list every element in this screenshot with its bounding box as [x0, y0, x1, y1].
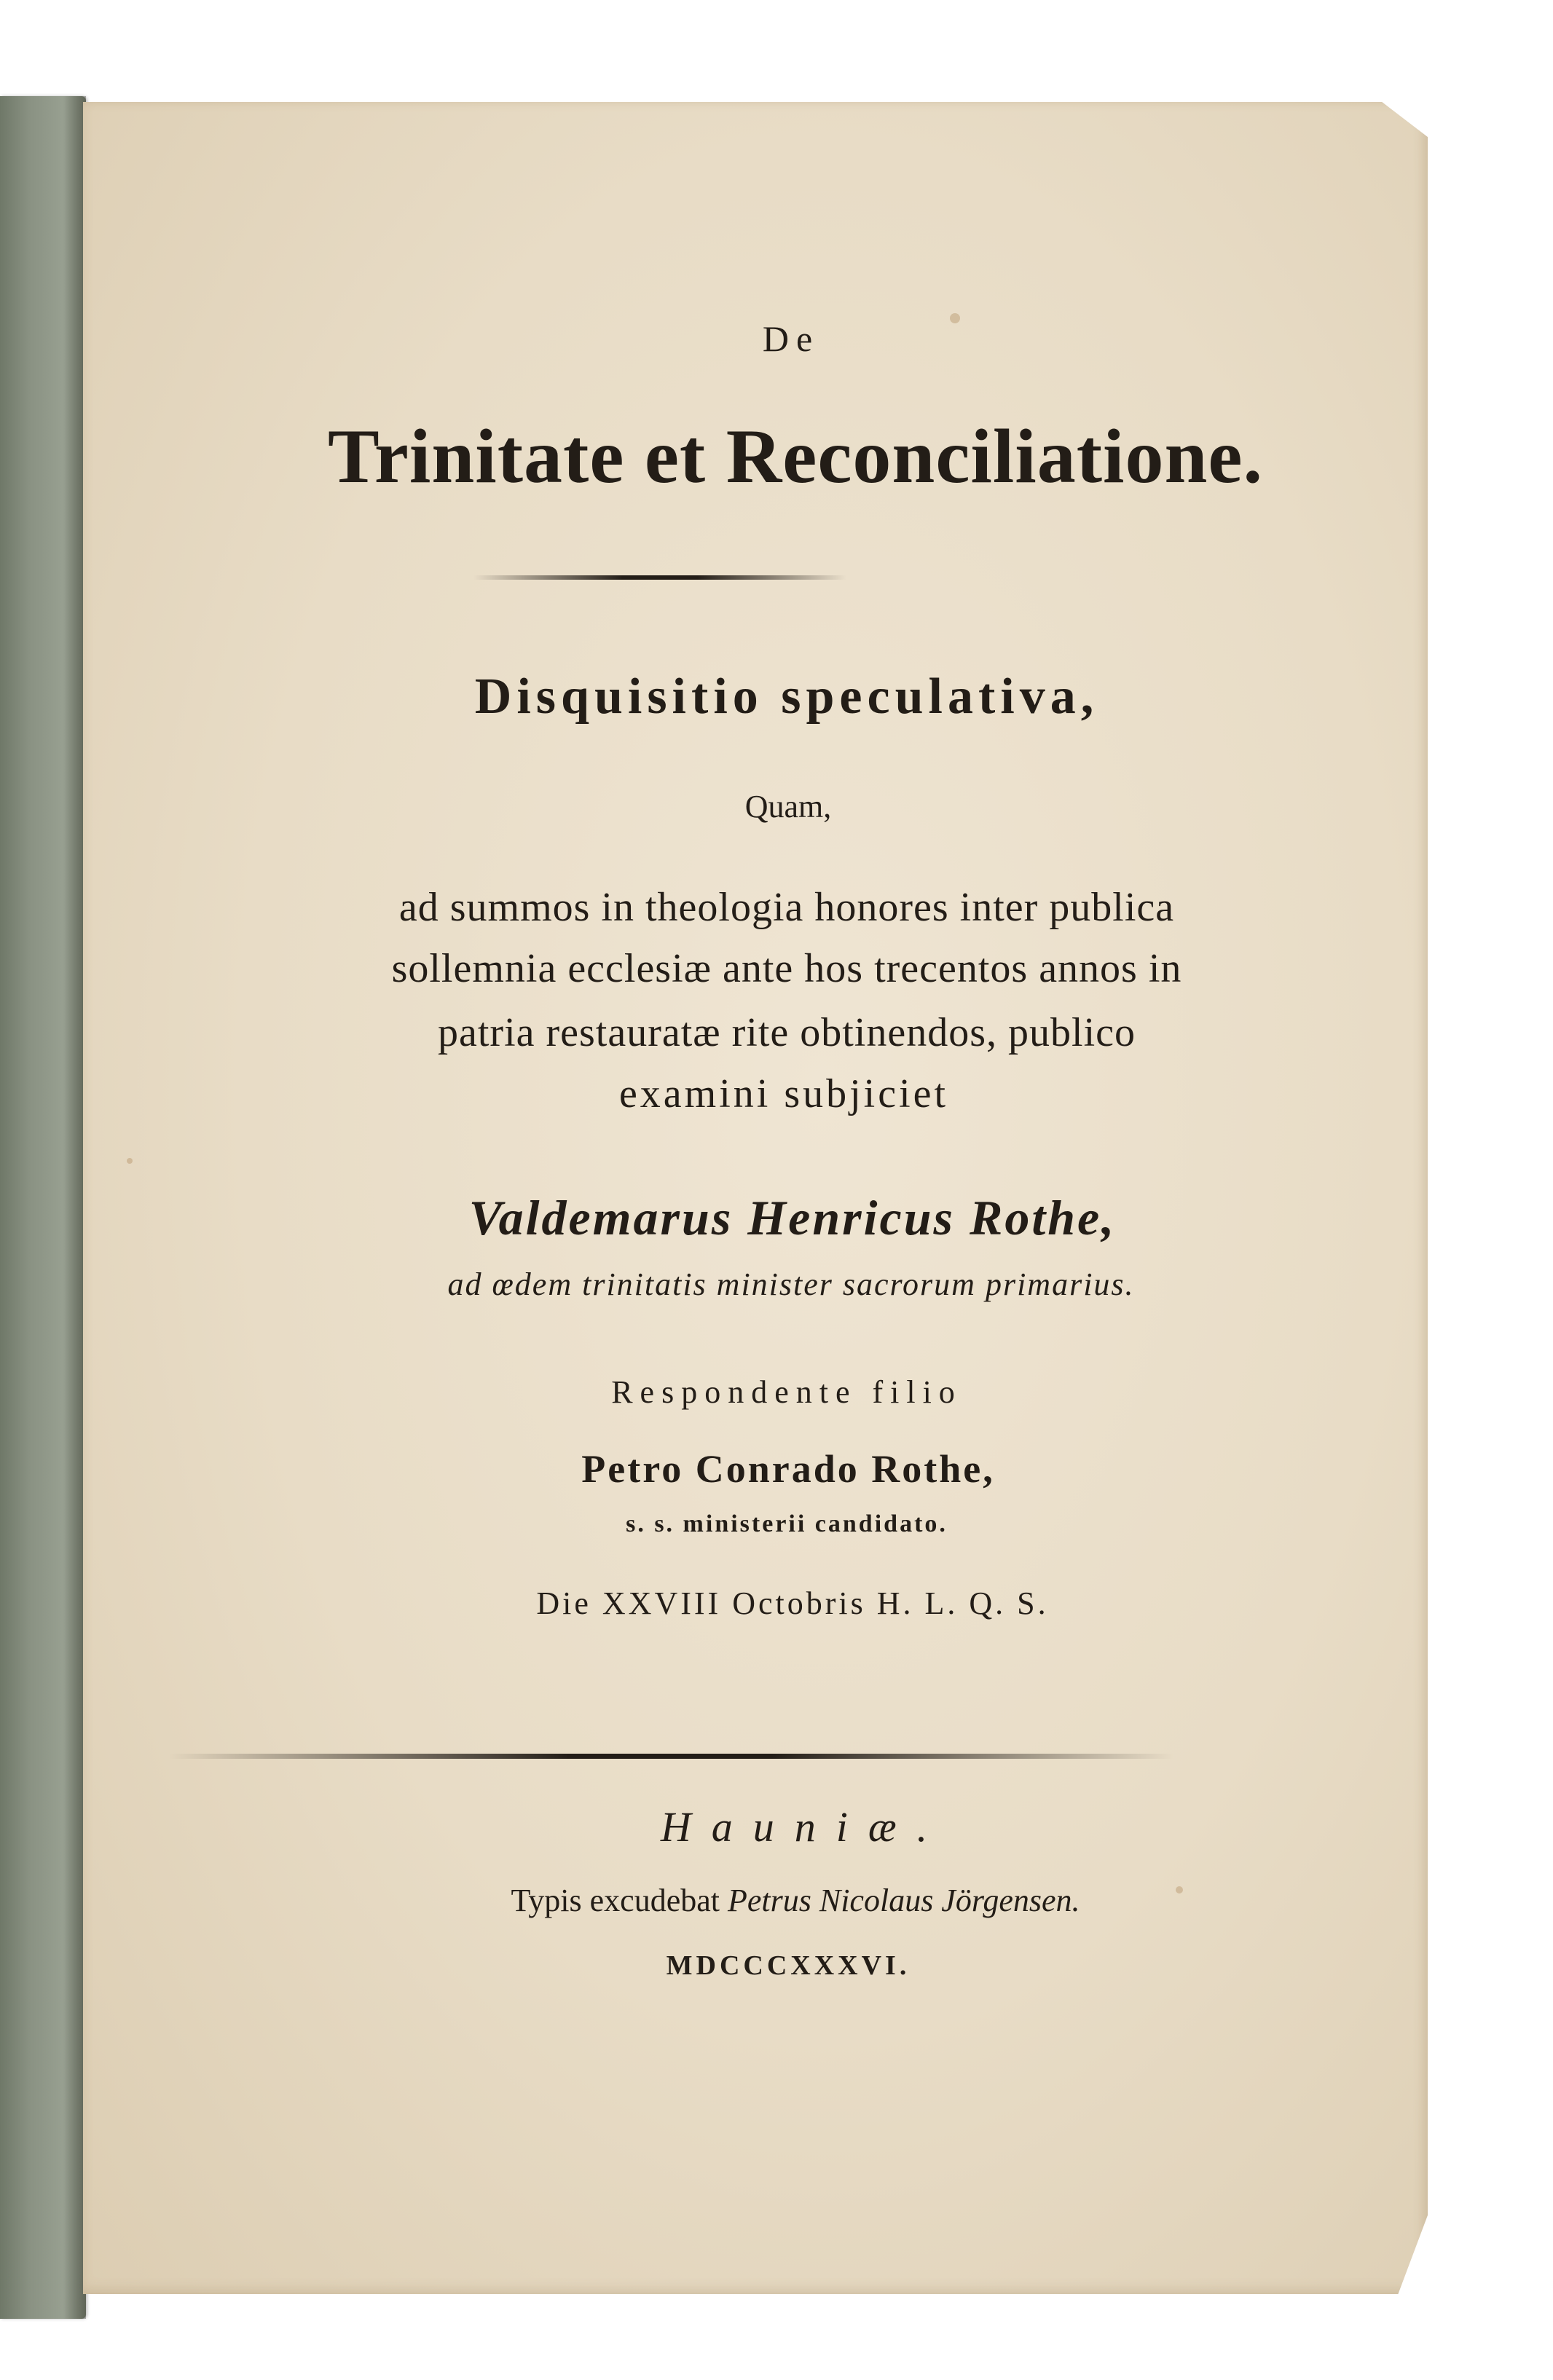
- imprint-place: Hauniæ.: [660, 1803, 948, 1851]
- author-role: ad œdem trinitatis minister sacrorum primarius.: [447, 1266, 1135, 1302]
- subtitle: Disquisitio speculativa,: [474, 669, 1099, 725]
- body-line: patria restauratæ rite obtinendos, publico: [438, 1010, 1136, 1055]
- page-title: Trinitate et Reconciliatione.: [328, 414, 1263, 499]
- quam-text: Quam,: [744, 789, 832, 824]
- foxing-spot: [127, 1158, 133, 1164]
- ornamental-rule: [473, 575, 846, 580]
- disputation-date: Die XXVIII Octobris H. L. Q. S.: [536, 1585, 1049, 1621]
- printer-name: Petrus Nicolaus Jörgensen.: [727, 1883, 1080, 1918]
- body-line: sollemnia ecclesiæ ante hos trecentos annos in: [391, 946, 1182, 991]
- printer-prefix: Typis excudebat: [511, 1883, 720, 1918]
- respondent-role: s. s. ministerii candidato.: [626, 1510, 948, 1537]
- title-prefix: De: [762, 318, 820, 359]
- respondent-name: Petro Conrado Rothe,: [581, 1447, 995, 1491]
- imprint-year: MDCCCXXXVI.: [666, 1950, 911, 1981]
- body-line: examini subjiciet: [618, 1071, 949, 1116]
- ornamental-rule: [169, 1754, 1174, 1759]
- author-name: Valdemarus Henricus Rothe,: [468, 1190, 1117, 1245]
- body-line: ad summos in theologia honores inter publica: [398, 885, 1175, 930]
- respondent-label: Respondente filio: [611, 1374, 962, 1410]
- imprint-printer: [19, 1885, 1553, 1917]
